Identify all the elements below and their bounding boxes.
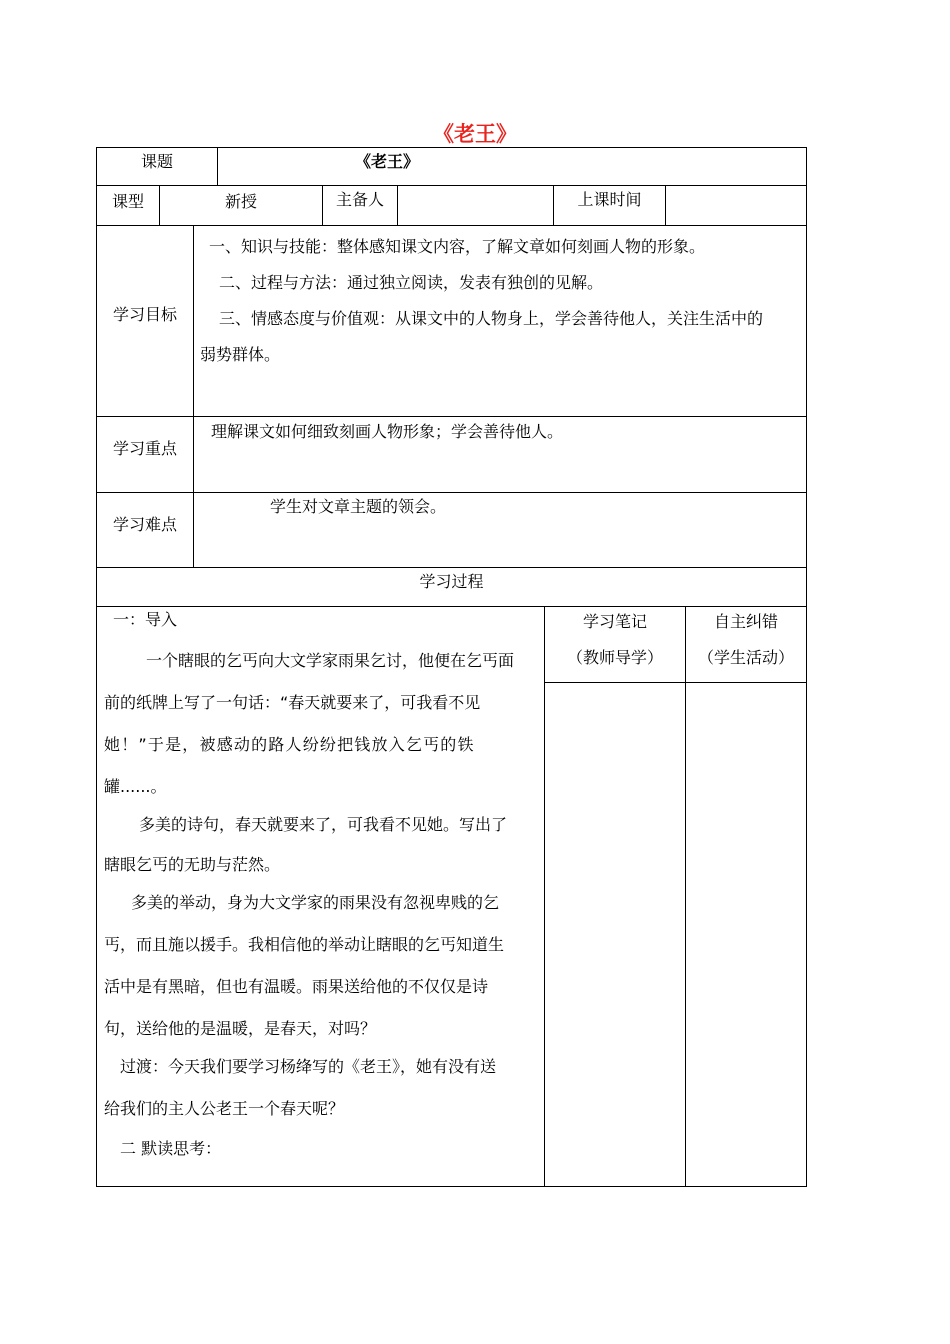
topic-label: 课题 [140,152,173,171]
process-line: 一：导入 [113,610,178,629]
process-line: 给我们的主人公老王一个春天呢？ [104,1099,345,1118]
process-line: 她！”于是，被感动的路人纷纷把钱放入乞丐的铁 [104,735,475,754]
row-divider [96,492,807,493]
type-label: 课型 [111,192,144,211]
notes-header: 学习笔记 [582,612,647,631]
row-divider [96,185,807,186]
process-line: 丐，而且施以援手。我相信他的举动让瞎眼的乞丐知道生 [104,935,505,954]
key-points-text: 理解课文如何细致刻画人物形象；学会善待他人。 [211,422,564,441]
key-points-label: 学习重点 [112,439,177,458]
process-line: 活中是有黑暗，但也有温暖。雨果送给他的不仅仅是诗 [104,977,489,996]
topic-value: 《老王》 [355,152,420,171]
objective-line: 弱势群体。 [200,345,281,364]
process-line: 多美的举动，身为大文学家的雨果没有忽视卑贱的乞 [131,893,500,912]
objective-line: 一、知识与技能：整体感知课文内容，了解文章如何刻画人物的形象。 [209,237,706,256]
row-divider [96,567,807,568]
objective-line: 二、过程与方法：通过独立阅读，发表有独创的见解。 [219,273,604,292]
table-border-top [96,147,807,148]
difficulties-text: 学生对文章主题的领会。 [270,497,447,516]
objective-line: 三、情感态度与价值观：从课文中的人物身上，学会善待他人，关注生活中的 [219,309,764,328]
row-divider [96,606,807,607]
row-divider [96,416,807,417]
process-line: 多美的诗句，春天就要来了，可我看不见她。写出了 [139,815,508,834]
objectives-label: 学习目标 [112,305,177,324]
process-line: 过渡：今天我们要学习杨绛写的《老王》，她有没有送 [120,1057,497,1076]
self-correct-header: 自主纠错 [713,612,778,631]
difficulties-label: 学习难点 [112,515,177,534]
process-line: 罐......。 [104,777,167,796]
col-divider [397,185,398,226]
process-header: 学习过程 [419,572,484,591]
type-value: 新授 [224,192,257,211]
notes-subheader: （教师导学） [566,648,663,667]
objectives-text [200,229,764,373]
process-line: 一个瞎眼的乞丐向大文学家雨果乞讨，他便在乞丐面 [146,651,515,670]
col-divider [193,225,194,568]
col-divider [665,185,666,226]
col-divider [544,606,545,1187]
process-line: 二 默读思考： [120,1139,222,1158]
process-line: 前的纸牌上写了一句话：“春天就要来了，可我看不见 [104,693,481,712]
col-divider [217,147,218,186]
table-border-bottom [96,1186,807,1187]
class-time-label: 上课时间 [577,190,642,209]
process-line: 瞎眼乞丐的无助与茫然。 [104,855,281,874]
document-title: 《老王》 [433,122,517,146]
table-border-left [96,147,97,1187]
process-line: 句，送给他的是温暖，是春天，对吗？ [104,1019,377,1038]
table-border-right [806,147,807,1187]
preparer-label: 主备人 [335,190,384,209]
self-correct-subheader: （学生活动） [697,648,794,667]
col-divider [685,606,686,1187]
row-divider [96,225,807,226]
row-divider [545,682,807,683]
